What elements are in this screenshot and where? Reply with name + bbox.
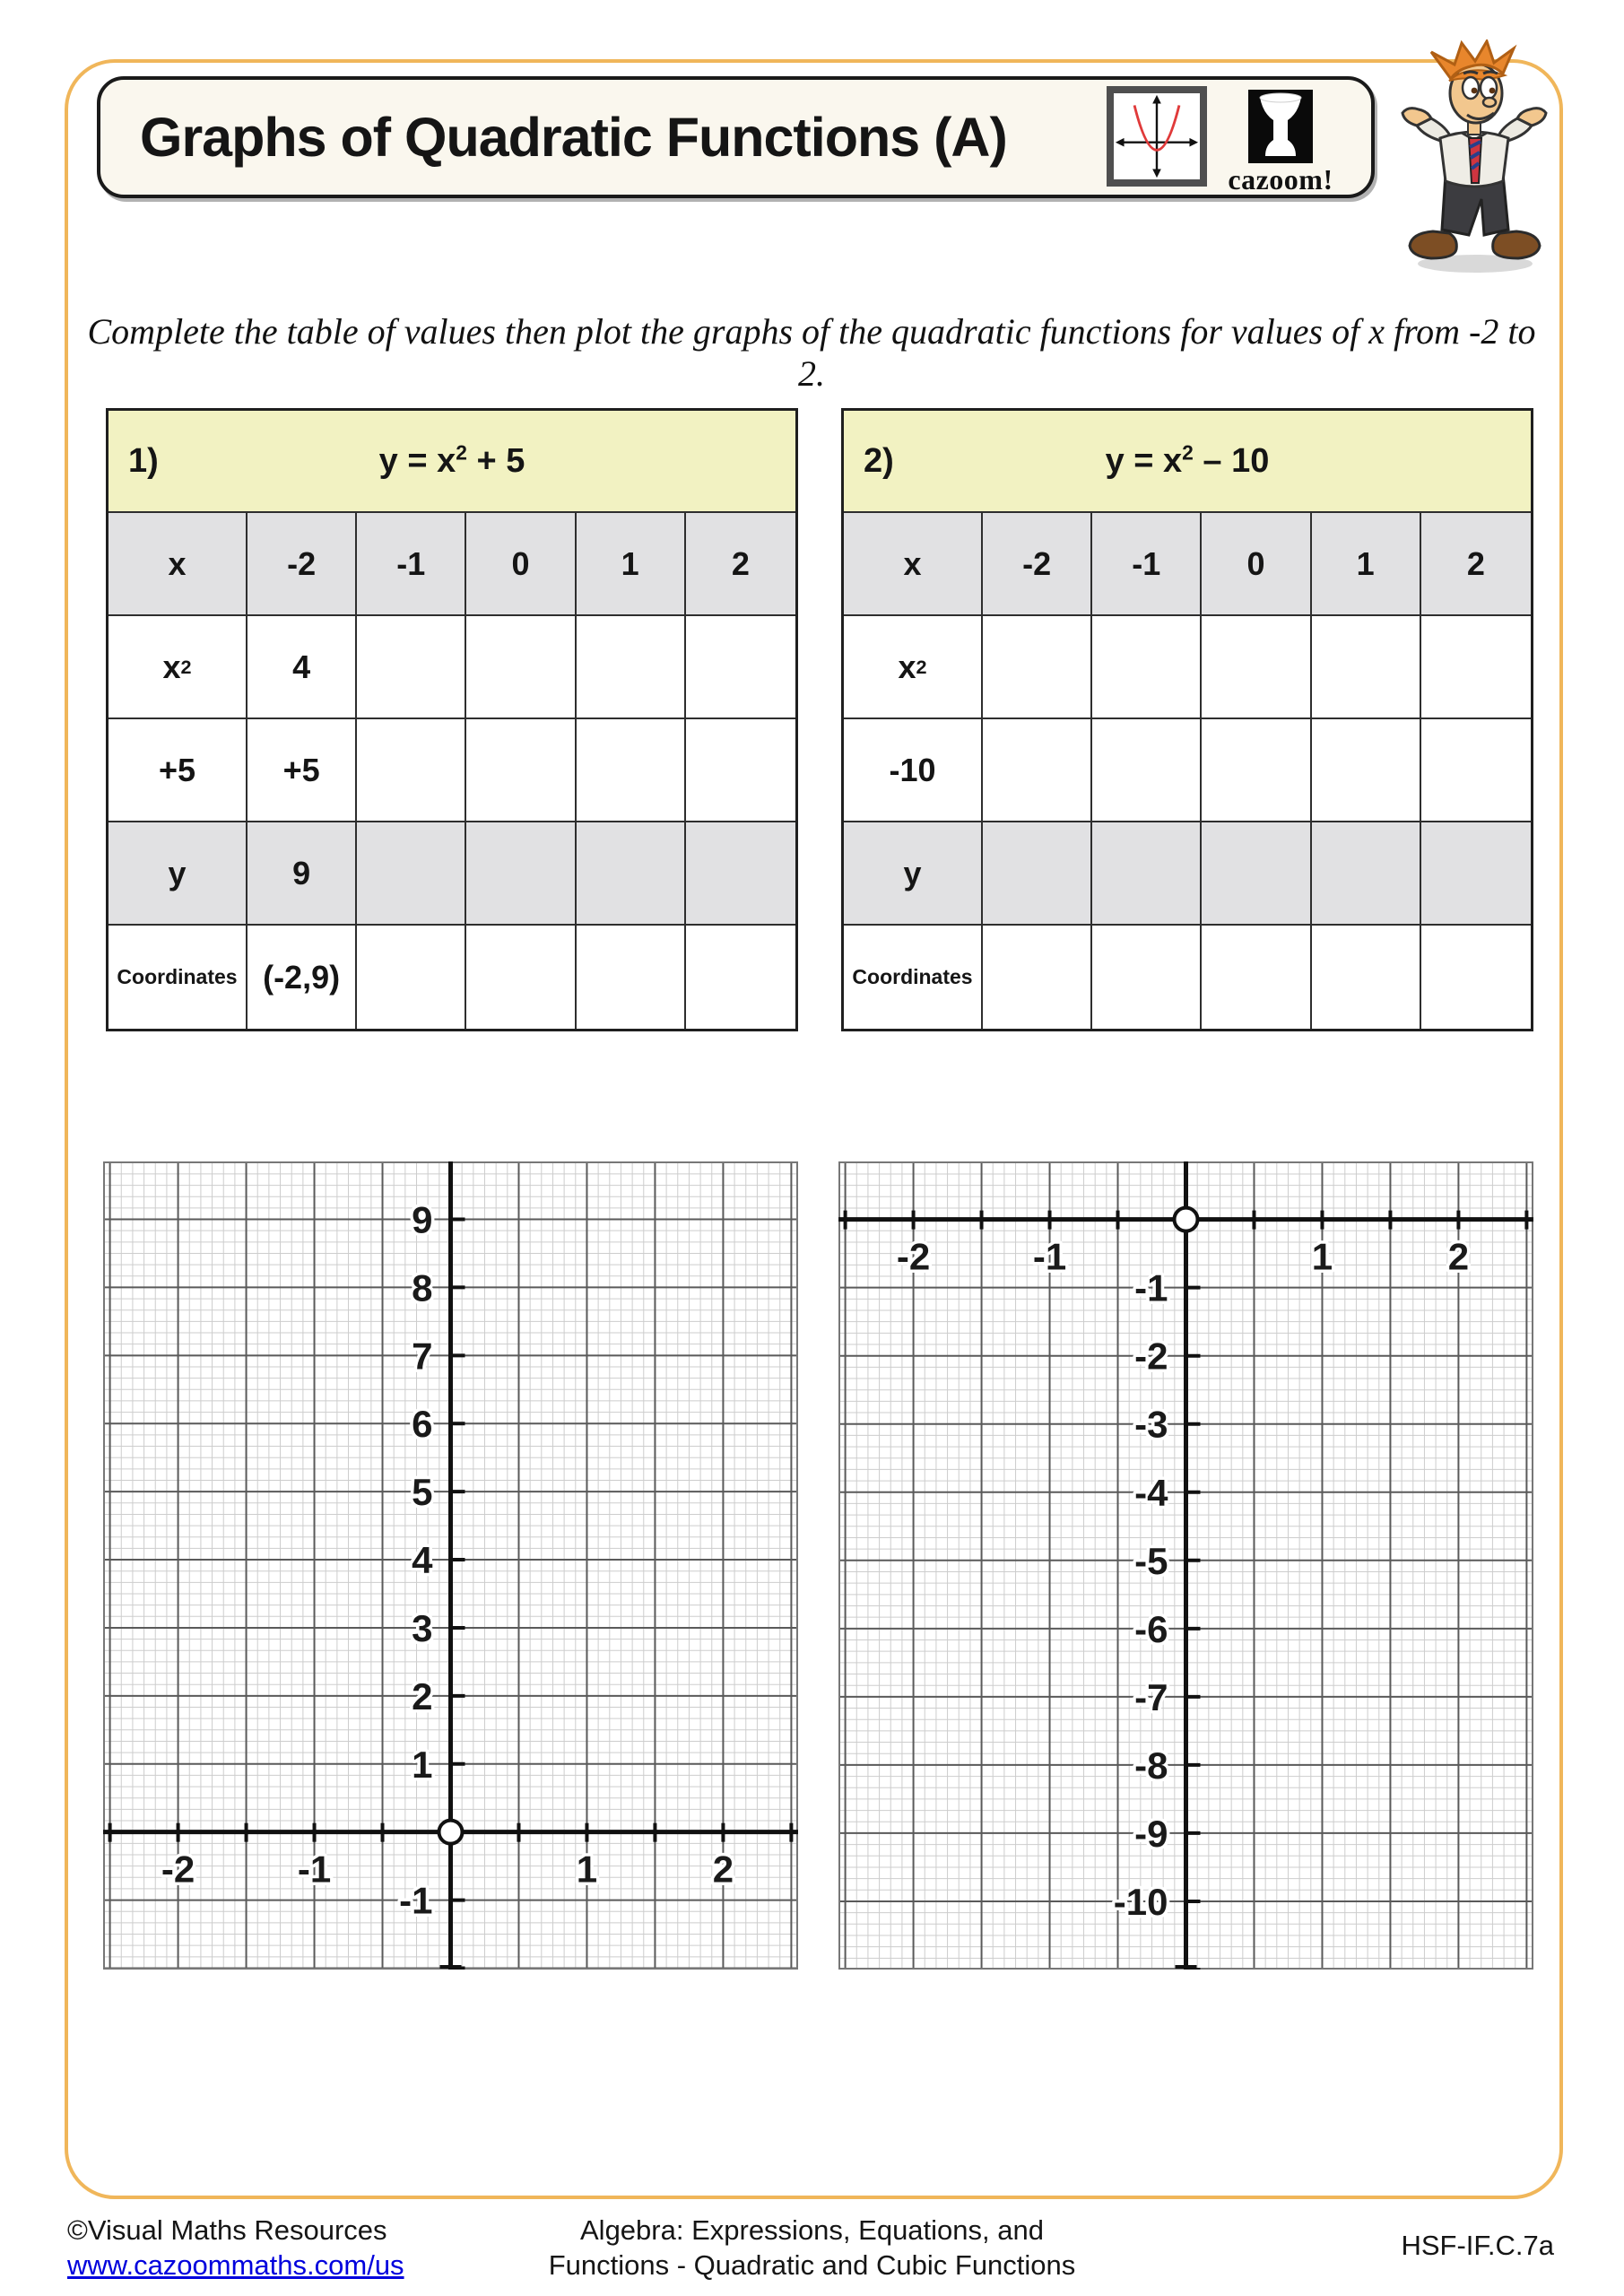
tick-label: 5 xyxy=(412,1471,433,1514)
table-row xyxy=(844,926,1531,1029)
tick-label: -2 xyxy=(161,1848,195,1891)
value-cell xyxy=(686,822,795,926)
djembe-drum-icon xyxy=(1248,90,1313,163)
blank-grid-for-y-equals-x-squared-minus-10 xyxy=(838,1161,1533,1970)
instruction-text: Complete the table of values then plot the graphs of the quadratic functions for values of x from -2 to 2. xyxy=(87,311,1536,394)
value-cell xyxy=(686,719,795,822)
value-cell: 9 xyxy=(248,822,357,926)
table-row xyxy=(844,616,1531,719)
value-cell: -1 xyxy=(1092,513,1202,616)
tick-label: 2 xyxy=(712,1848,734,1891)
value-cell: -2 xyxy=(248,513,357,616)
tick-label: 1 xyxy=(1311,1235,1333,1278)
value-cell xyxy=(1312,719,1421,822)
problem-number: 2) xyxy=(864,441,894,480)
row-label-cell: x 2 xyxy=(844,616,983,719)
equation-label: $y = x^2 + 5$ xyxy=(378,439,525,480)
website-link[interactable]: www.cazoommaths.com/us xyxy=(67,2248,404,2281)
row-label-cell: x 2 xyxy=(109,616,248,719)
row-label-cell: +5 xyxy=(109,719,248,822)
value-cell xyxy=(466,926,576,1029)
row-label-cell: x xyxy=(844,513,983,616)
row-label-cell: Coordinates xyxy=(109,926,248,1029)
value-cell xyxy=(1092,616,1202,719)
tick-label: 6 xyxy=(412,1403,433,1446)
value-cell xyxy=(1202,822,1311,926)
value-cell xyxy=(1092,926,1202,1029)
tick-label: 2 xyxy=(1447,1235,1470,1278)
footer-category xyxy=(0,2213,1624,2283)
tick-label: 3 xyxy=(412,1606,433,1649)
tick-label: 1 xyxy=(576,1848,598,1891)
value-cell xyxy=(1202,616,1311,719)
value-cell xyxy=(577,926,686,1029)
tick-label: -1 xyxy=(1032,1235,1067,1278)
value-cell xyxy=(1202,926,1311,1029)
row-label-cell: y xyxy=(844,822,983,926)
value-cell xyxy=(983,616,1092,719)
problem-number: 1) xyxy=(128,441,159,480)
value-cell: 4 xyxy=(248,616,357,719)
table-problem-1 xyxy=(106,408,798,1031)
graph-grid-problem-2 xyxy=(838,1161,1533,1974)
tick-label: -9 xyxy=(1134,1812,1168,1855)
value-cell: 2 xyxy=(686,513,795,616)
value-cell xyxy=(1421,616,1531,719)
row-label-cell: x xyxy=(109,513,248,616)
value-cell xyxy=(577,616,686,719)
cazoom-logo xyxy=(1216,90,1345,196)
tick-label: -10 xyxy=(1113,1880,1168,1923)
value-cell xyxy=(686,616,795,719)
value-cell xyxy=(357,719,466,822)
table-row xyxy=(109,513,795,616)
table-row xyxy=(109,822,795,926)
value-cell xyxy=(1421,822,1531,926)
value-cell: 0 xyxy=(466,513,576,616)
value-cell: 2 xyxy=(1421,513,1531,616)
value-cell xyxy=(466,822,576,926)
table-row xyxy=(844,822,1531,926)
value-cell: +5 xyxy=(248,719,357,822)
value-cell xyxy=(1312,822,1421,926)
row-label-cell: y xyxy=(109,822,248,926)
value-cell xyxy=(357,616,466,719)
value-cell xyxy=(577,822,686,926)
tick-label: -1 xyxy=(297,1848,332,1891)
value-cell xyxy=(1312,616,1421,719)
value-cell xyxy=(466,719,576,822)
tick-label: 1 xyxy=(412,1743,433,1786)
value-cell xyxy=(1421,926,1531,1029)
table-row xyxy=(844,719,1531,822)
tick-label: -4 xyxy=(1134,1471,1168,1514)
value-cell xyxy=(466,616,576,719)
value-cell: (-2,9) xyxy=(248,926,357,1029)
tick-label: -5 xyxy=(1134,1539,1168,1582)
parabola-icon-drawing xyxy=(1114,93,1200,179)
equation-label: $y = x^2 - 10$ xyxy=(1105,439,1270,480)
table-header xyxy=(109,411,795,513)
tick-label: -1 xyxy=(1134,1266,1168,1309)
value-cell: -1 xyxy=(357,513,466,616)
value-cell xyxy=(983,719,1092,822)
table-problem-2 xyxy=(841,408,1533,1031)
tick-label: -1 xyxy=(399,1879,433,1922)
row-label-cell: Coordinates xyxy=(844,926,983,1029)
footer-category-line2: Functions - Quadratic and Cubic Functions xyxy=(548,2248,1076,2281)
value-cell xyxy=(983,926,1092,1029)
standard-code: HSF-IF.C.7a xyxy=(1401,2230,1554,2261)
tick-label: -8 xyxy=(1134,1744,1168,1787)
value-cell xyxy=(577,719,686,822)
value-cell xyxy=(1092,719,1202,822)
table-row xyxy=(109,926,795,1029)
origin-marker xyxy=(439,1821,463,1844)
origin-marker xyxy=(1175,1208,1198,1231)
table-row xyxy=(844,513,1531,616)
value-cell xyxy=(1421,719,1531,822)
tick-label: 9 xyxy=(412,1198,433,1241)
value-cell: -2 xyxy=(983,513,1092,616)
parabola-graph-icon xyxy=(1107,86,1207,187)
value-cell xyxy=(1312,926,1421,1029)
tick-label: 2 xyxy=(412,1674,433,1718)
logo-wordmark: cazoom! xyxy=(1228,163,1333,196)
cartoon-character-illustration xyxy=(1392,39,1558,278)
row-label-cell: -10 xyxy=(844,719,983,822)
tick-label: -3 xyxy=(1134,1403,1168,1446)
table-header xyxy=(844,411,1531,513)
tick-label: 7 xyxy=(412,1335,433,1378)
tick-label: -7 xyxy=(1134,1675,1168,1718)
tick-label: 4 xyxy=(412,1539,433,1582)
blank-grid-for-y-equals-x-squared-plus-5 xyxy=(103,1161,798,1970)
value-cell xyxy=(1092,822,1202,926)
tick-label: -2 xyxy=(1134,1335,1168,1378)
value-cell: 0 xyxy=(1202,513,1311,616)
value-cell xyxy=(686,926,795,1029)
value-cell: 1 xyxy=(577,513,686,616)
table-row xyxy=(109,616,795,719)
value-cell xyxy=(357,822,466,926)
table-row xyxy=(109,719,795,822)
tick-label: 8 xyxy=(412,1266,433,1309)
value-cell: 1 xyxy=(1312,513,1421,616)
footer-category-line1: Algebra: Expressions, Equations, and xyxy=(580,2214,1044,2246)
value-cell xyxy=(983,822,1092,926)
tick-label: -6 xyxy=(1134,1607,1168,1650)
copyright-text: ©Visual Maths Resources xyxy=(67,2214,387,2246)
value-cell xyxy=(357,926,466,1029)
tick-label: -2 xyxy=(896,1235,931,1278)
graph-grid-problem-1 xyxy=(103,1161,798,1974)
page-title: Graphs of Quadratic Functions (A) xyxy=(140,107,1007,168)
value-cell xyxy=(1202,719,1311,822)
